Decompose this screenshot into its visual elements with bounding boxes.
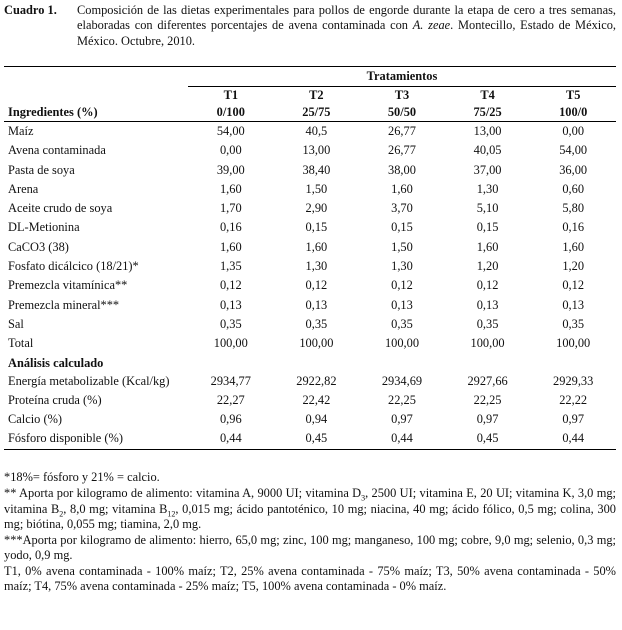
row-label: Energía metabolizable (Kcal/kg) xyxy=(8,373,170,388)
table-footnotes xyxy=(4,470,616,594)
footnote-2: ** Aporta por kilogramo de alimento: vitamina A, 9000 UI; vitamina $D_3$, 2500 UI; vitamina E, 20 UI; vitamina K, 3,0 mg; vitamina $B_2$, 8,0 mg; vitamina $B_{12}$, 0,015 mg; ácido pantoténico, 10 mg; niacina, 40 mg; ácido fólico, 0,5 mg; colina, 300 mg; biótina, 0,055 mg; tiamina, 2,0 mg. xyxy=(4,486,616,531)
cell-t2: 0,94 xyxy=(305,412,328,427)
cell-t3: 26,77 xyxy=(388,124,416,138)
table-row xyxy=(4,238,616,257)
cell-t2: 100,00 xyxy=(299,336,334,351)
cell-t5: 0,44 xyxy=(530,429,616,449)
cell-t4: 13,00 xyxy=(473,124,502,138)
col-ratio-t2: 25/75 xyxy=(274,103,360,122)
row-label: Sal xyxy=(8,316,24,331)
group-header-tratamientos: Tratamientos xyxy=(188,67,616,87)
section-header-analisis: Análisis calculado xyxy=(8,355,104,370)
col-ratio-t4: 75/25 xyxy=(445,103,531,122)
cell-t2: 0,45 xyxy=(274,429,360,449)
cell-t2: 1,50 xyxy=(305,181,328,196)
row-label: Aceite crudo de soya xyxy=(8,201,113,216)
cell-t3: 0,12 xyxy=(391,278,413,293)
table-row xyxy=(4,276,616,295)
row-label: Fosfato dicálcico (18/21)* xyxy=(8,259,139,274)
table-row xyxy=(4,161,616,180)
cell-t2: 1,60 xyxy=(305,239,328,254)
cell-t3: 2934,69 xyxy=(381,373,423,388)
cell-t2: 0,12 xyxy=(305,278,328,293)
diet-composition-table xyxy=(4,66,616,450)
row-label: Premezcla vitamínica** xyxy=(8,278,128,293)
cell-t1: 22,27 xyxy=(216,392,245,407)
cell-t4: 100,00 xyxy=(470,336,505,351)
footnote-3: ***Aporta por kilogramo de alimento: hierro, 65,0 mg; zinc, 100 mg; manganeso, 100 mg; cobre, 9,0 mg; selenio, 0,3 mg; yodo, 0,9 mg. xyxy=(4,533,616,563)
table-row xyxy=(4,257,616,276)
cell-t1: 0,35 xyxy=(219,316,242,331)
row-label: Arena xyxy=(8,181,39,196)
cell-t4: 0,45 xyxy=(445,429,531,449)
row-header-ingredientes: Ingredientes (%) xyxy=(4,103,188,122)
cell-t1: 0,96 xyxy=(219,412,242,427)
cell-t4: 1,20 xyxy=(476,259,499,274)
table-row xyxy=(4,141,616,160)
cell-t4: 0,13 xyxy=(476,297,499,312)
cell-t1: 39,00 xyxy=(216,162,245,177)
analysis-row xyxy=(4,391,616,410)
cell-t1: 0,44 xyxy=(188,429,274,449)
table-row xyxy=(4,315,616,334)
col-ratio-t5: 100/0 xyxy=(530,103,616,122)
col-header-t2: T2 xyxy=(309,88,324,102)
cell-t1: 1,70 xyxy=(219,201,242,216)
col-header-t1: T1 xyxy=(223,88,239,102)
row-label: Calcio (%) xyxy=(8,412,63,427)
row-label: Total xyxy=(8,336,34,351)
table-row xyxy=(4,122,616,142)
row-label: Avena contaminada xyxy=(8,143,106,158)
table-row xyxy=(4,334,616,353)
row-label: Proteína cruda (%) xyxy=(8,392,102,407)
table-row xyxy=(4,199,616,218)
row-label: DL-Metionina xyxy=(8,220,80,235)
row-label: Pasta de soya xyxy=(8,162,75,177)
cell-t3: 0,13 xyxy=(391,297,413,312)
cell-t5: 0,12 xyxy=(562,278,585,293)
cell-t2: 13,00 xyxy=(302,143,331,158)
cell-t5: 0,16 xyxy=(562,220,585,235)
cell-t2: 40,5 xyxy=(305,124,328,138)
analysis-row xyxy=(4,410,616,429)
cell-t5: 1,60 xyxy=(562,239,585,254)
group-header-row xyxy=(4,67,616,87)
cell-t1: 54,00 xyxy=(216,124,245,138)
ratio-header-row xyxy=(4,103,616,122)
cell-t4: 1,30 xyxy=(476,181,499,196)
cell-t3: 100,00 xyxy=(384,336,420,351)
row-label: Premezcla mineral*** xyxy=(8,297,120,312)
table-caption xyxy=(4,3,616,49)
cell-t4: 0,97 xyxy=(476,412,499,427)
cell-t4: 5,10 xyxy=(476,201,499,216)
cell-t5: 0,00 xyxy=(562,124,585,138)
cell-t3: 1,60 xyxy=(391,181,413,196)
analysis-row xyxy=(4,429,616,449)
section-row-analisis xyxy=(4,354,616,372)
cell-t3: 1,50 xyxy=(391,239,413,254)
cell-t3: 0,44 xyxy=(359,429,445,449)
cell-t1: 0,12 xyxy=(219,278,242,293)
cell-t3: 0,35 xyxy=(391,316,413,331)
cell-t3: 0,15 xyxy=(391,220,413,235)
cell-t2: 22,42 xyxy=(302,392,331,407)
caption-text: Composición de las dietas experimentales para pollos de engorde durante la etapa de cero a tres semanas, elaboradas con diferentes porcentajes de avena contaminada con A. zeae. Montecillo, Estado de México, México. Octubre, 2010. xyxy=(77,3,616,48)
cell-t4: 2927,66 xyxy=(467,373,508,388)
cell-t2: 0,13 xyxy=(305,297,328,312)
cell-t2: 0,35 xyxy=(305,316,328,331)
cell-t2: 2,90 xyxy=(305,201,328,216)
cell-t3: 3,70 xyxy=(391,201,413,216)
cell-t5: 2929,33 xyxy=(553,373,594,388)
treatment-header-row xyxy=(4,87,616,104)
cell-t4: 1,60 xyxy=(476,239,499,254)
footnote-1: *18%= fósforo y 21% = calcio. xyxy=(4,470,160,484)
cell-t3: 0,97 xyxy=(391,412,413,427)
cell-t4: 0,15 xyxy=(476,220,499,235)
cell-t2: 38,40 xyxy=(302,162,331,177)
col-header-t3: T3 xyxy=(394,88,410,102)
cell-t1: 1,35 xyxy=(219,259,242,274)
cell-t5: 1,20 xyxy=(562,259,585,274)
cell-t3: 38,00 xyxy=(388,162,416,177)
cell-t4: 40,05 xyxy=(473,143,502,158)
table-row xyxy=(4,180,616,199)
row-label: Maíz xyxy=(8,124,34,138)
cell-t5: 54,00 xyxy=(559,143,588,158)
cell-t3: 1,30 xyxy=(391,259,413,274)
cell-t2: 0,15 xyxy=(305,220,328,235)
cell-t5: 0,60 xyxy=(562,181,585,196)
cell-t2: 1,30 xyxy=(305,259,328,274)
col-header-t4: T4 xyxy=(480,88,495,102)
cell-t4: 0,35 xyxy=(476,316,499,331)
caption-label: Cuadro 1. xyxy=(4,3,57,17)
row-label: CaCO3 (38) xyxy=(8,239,69,254)
cell-t4: 0,12 xyxy=(476,278,499,293)
cell-t1: 0,16 xyxy=(219,220,242,235)
row-label: Fósforo disponible (%) xyxy=(4,429,188,449)
cell-t4: 37,00 xyxy=(473,162,502,177)
cell-t5: 0,35 xyxy=(562,316,585,331)
cell-t1: 1,60 xyxy=(219,181,242,196)
analysis-row xyxy=(4,372,616,391)
cell-t3: 22,25 xyxy=(388,392,416,407)
col-ratio-t1: 0/100 xyxy=(188,103,274,122)
cell-t3: 26,77 xyxy=(388,143,416,158)
cell-t4: 22,25 xyxy=(473,392,502,407)
col-ratio-t3: 50/50 xyxy=(359,103,445,122)
cell-t1: 0,13 xyxy=(219,297,242,312)
cell-t5: 5,80 xyxy=(562,201,585,216)
cell-t5: 22,22 xyxy=(559,392,588,407)
table-row xyxy=(4,296,616,315)
cell-t1: 2934,77 xyxy=(210,373,251,388)
table-row xyxy=(4,218,616,237)
footnote-4: T1, 0% avena contaminada - 100% maíz; T2, 25% avena contaminada - 75% maíz; T3, 50% avena contaminada - 50% maíz; T4, 75% avena contaminada - 25% maíz; T5, 100% avena contaminada - 0% maíz. xyxy=(4,563,616,594)
col-header-t5: T5 xyxy=(565,88,581,102)
caption-species: A. zeae xyxy=(412,18,451,33)
cell-t5: 36,00 xyxy=(559,162,588,177)
cell-t1: 0,00 xyxy=(219,143,242,158)
cell-t5: 0,97 xyxy=(562,412,585,427)
cell-t5: 100,00 xyxy=(556,336,591,351)
cell-t5: 0,13 xyxy=(562,297,585,312)
cell-t1: 100,00 xyxy=(213,336,248,351)
cell-t1: 1,60 xyxy=(219,239,242,254)
cell-t2: 2922,82 xyxy=(296,373,337,388)
